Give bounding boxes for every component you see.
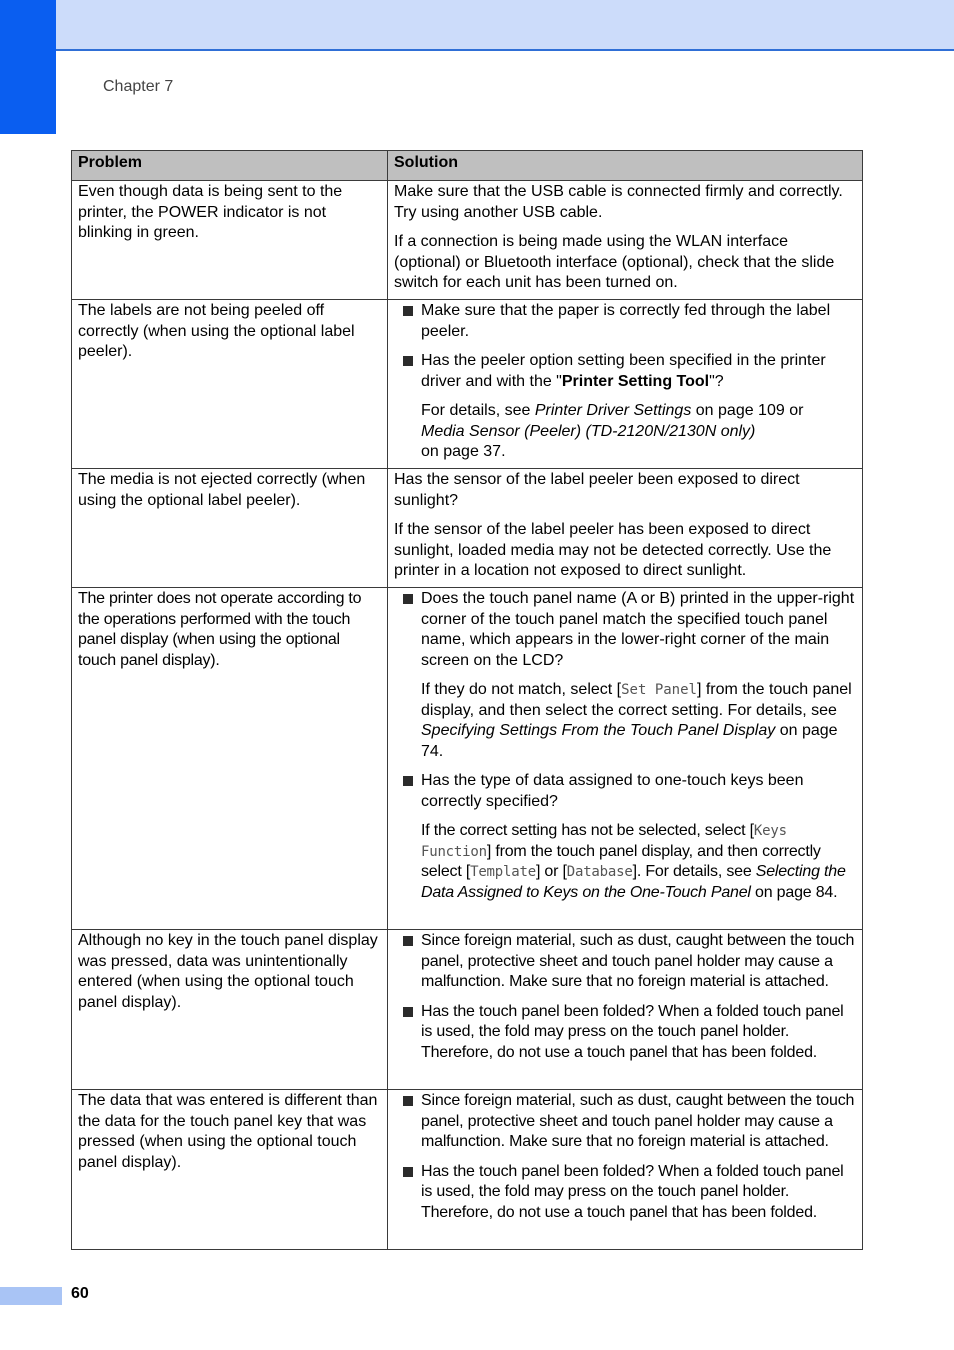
details-reference [394, 401, 856, 463]
bullet-text: Has the touch panel been folded? When a folded touch panel is used, the fold may press on the touch panel holder. Therefore, do not use a touch panel that has been folded. [421, 1002, 844, 1061]
column-header-problem: Problem [72, 151, 388, 181]
square-bullet-icon [403, 356, 413, 366]
template-key: Template [470, 864, 536, 880]
bullet-text: "? [709, 372, 724, 390]
problem-cell [72, 930, 388, 1090]
detail-text: If the correct setting has not be selected, select [ [421, 822, 754, 839]
bullet-text: Has the type of data assigned to one-touch keys been correctly specified? [421, 772, 804, 810]
bullet-detail [394, 680, 856, 762]
solution-cell [388, 588, 863, 930]
problem-text: The printer does not operate according to the operations performed with the touch panel display (when using the optional touch panel display). [78, 590, 362, 669]
bullet-item [394, 771, 856, 812]
bullet-item [394, 589, 856, 671]
page-number-tab [0, 1287, 62, 1305]
solution-paragraph: Make sure that the USB cable is connected firmly and correctly. Try using another USB cable. [394, 183, 843, 221]
square-bullet-icon [403, 1167, 413, 1177]
bullet-item [394, 1002, 856, 1064]
problem-cell [72, 469, 388, 588]
square-bullet-icon [403, 1096, 413, 1106]
bullet-item [394, 1162, 856, 1224]
printer-setting-tool-term: Printer Setting Tool [561, 372, 710, 390]
database-key: Database [566, 864, 633, 880]
problem-text: Even though data is being sent to the printer, the POWER indicator is not blinking in green. [78, 183, 343, 241]
chapter-label: Chapter 7 [103, 78, 174, 95]
bullet-text: Has the peeler option setting been specified in the printer driver and with the " [421, 352, 826, 390]
problem-text: The data that was entered is different than the data for the touch panel key that was pressed (when using the optional touch panel display). [78, 1092, 378, 1171]
table-row [72, 300, 863, 469]
solution-paragraph: If the sensor of the label peeler has been exposed to direct sunlight, loaded media may not be detected correctly. Use the printer in a location not exposed to direct sunlight. [394, 521, 832, 579]
solution-paragraph: Has the sensor of the label peeler been exposed to direct sunlight? [394, 471, 800, 509]
detail-text: on page 74. [421, 722, 838, 760]
bullet-item [394, 301, 856, 342]
reference-text: on page 37. [421, 443, 506, 460]
reference-link-title: Media Sensor (Peeler) (TD-2120N/2130N only) [421, 422, 756, 440]
keys-function-key: Keys Function [421, 823, 787, 860]
bullet-text: Since foreign material, such as dust, caught between the touch panel, protective sheet and touch panel holder may cause a malfunction. Make sure that no foreign material is attached. [421, 932, 855, 990]
problem-text: Although no key in the touch panel display was pressed, data was unintentionally entered (when using the optional touch panel display). [78, 932, 378, 1011]
solution-paragraph: If a connection is being made using the WLAN interface (optional) or Bluetooth interface (optional), check that the slide switch for each unit has been turned on. [394, 233, 835, 291]
solution-cell [388, 930, 863, 1090]
bullet-text: Since foreign material, such as dust, caught between the touch panel, protective sheet and touch panel holder may cause a malfunction. Make sure that no foreign material is attached. [421, 1092, 855, 1150]
set-panel-key: Set Panel [621, 682, 697, 698]
table-row [72, 588, 863, 930]
square-bullet-icon [403, 594, 413, 604]
page-number: 60 [71, 1285, 89, 1302]
detail-text: ] or [ [535, 863, 567, 880]
solution-cell [388, 469, 863, 588]
bullet-text: Make sure that the paper is correctly fed through the label peeler. [421, 302, 831, 340]
column-header-solution: Solution [388, 151, 863, 181]
reference-link-title: Specifying Settings From the Touch Panel Display [421, 722, 776, 739]
square-bullet-icon [403, 776, 413, 786]
table-row [72, 469, 863, 588]
reference-link-title: Selecting the Data Assigned to Keys on the One-Touch Panel [421, 863, 846, 901]
reference-link-title: Printer Driver Settings [534, 402, 692, 419]
square-bullet-icon [403, 1007, 413, 1017]
troubleshooting-table [71, 150, 863, 1250]
table-row [72, 930, 863, 1090]
solution-cell [388, 1090, 863, 1250]
detail-text: ]. For details, see [632, 863, 756, 880]
bullet-item [394, 351, 856, 392]
problem-cell [72, 300, 388, 469]
detail-text: on page 84. [750, 883, 838, 901]
solution-cell [388, 181, 863, 300]
solution-cell [388, 300, 863, 469]
bullet-text: Does the touch panel name (A or B) printed in the upper-right corner of the touch panel match the specified touch panel name, which appears in the lower-right corner of the main screen on the LCD? [421, 590, 855, 669]
bullet-item [394, 1091, 856, 1153]
bullet-item [394, 931, 856, 993]
detail-text: ] from the touch panel display, and then select the correct setting. For details, see [421, 681, 852, 719]
detail-text: If they do not match, select [ [421, 681, 622, 698]
square-bullet-icon [403, 936, 413, 946]
reference-text: For details, see [421, 402, 535, 419]
problem-cell [72, 181, 388, 300]
problem-text: The labels are not being peeled off correctly (when using the optional label peeler). [78, 302, 355, 360]
table-header-row [72, 151, 863, 181]
reference-text: on page 109 or [691, 402, 804, 419]
chapter-tab [0, 0, 56, 134]
square-bullet-icon [403, 306, 413, 316]
detail-text: ] from the touch panel display, and then correctly select [ [421, 842, 821, 880]
table-row [72, 181, 863, 300]
header-band [0, 0, 954, 51]
table-row [72, 1090, 863, 1250]
bullet-detail [394, 821, 856, 903]
bullet-text: Has the touch panel been folded? When a folded touch panel is used, the fold may press on the touch panel holder. Therefore, do not use a touch panel that has been folded. [421, 1162, 844, 1221]
problem-text: The media is not ejected correctly (when using the optional label peeler). [78, 471, 366, 509]
problem-cell [72, 588, 388, 930]
problem-cell [72, 1090, 388, 1250]
